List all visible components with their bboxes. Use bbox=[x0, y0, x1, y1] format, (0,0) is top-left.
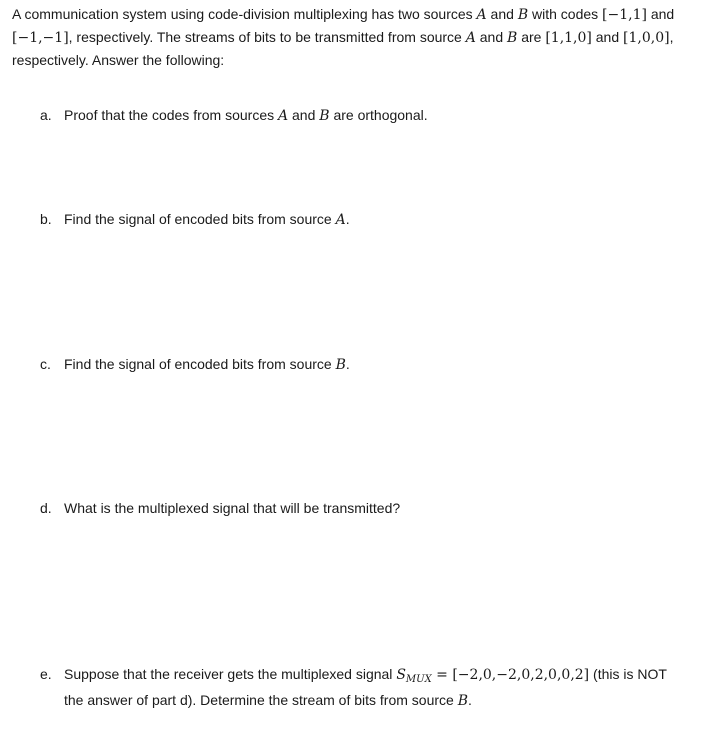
question-c bbox=[40, 354, 680, 375]
question-b-text bbox=[64, 209, 680, 230]
question-c-letter: c. bbox=[40, 356, 51, 372]
question-a-letter: a. bbox=[40, 107, 52, 123]
qc-text-1: Find the signal of encoded bits from source bbox=[64, 356, 336, 372]
qa-text-1: Proof that the codes from sources bbox=[64, 107, 278, 123]
question-d bbox=[40, 498, 680, 518]
qa-text-3: are orthogonal. bbox=[329, 107, 428, 123]
source-b-symbol-2: B bbox=[507, 30, 518, 46]
qe-text-2: (this is NOT the answer of part d). Determine the stream of bits from source bbox=[64, 666, 667, 708]
intro-text-4: and bbox=[646, 6, 675, 22]
source-b-symbol: B bbox=[517, 7, 529, 23]
intro-text-7: are bbox=[517, 29, 546, 45]
bits-a: [1,1,0] bbox=[545, 30, 592, 46]
qe-text-3: . bbox=[468, 692, 472, 708]
code-a: [−1,1] bbox=[602, 7, 647, 23]
intro-text-8: and bbox=[591, 29, 624, 45]
intro-text-5: , respectively. The streams of bits to be transmitted from source bbox=[68, 29, 466, 45]
question-a bbox=[40, 105, 680, 126]
problem-statement bbox=[12, 3, 692, 71]
question-c-text bbox=[64, 354, 680, 375]
qe-text-1: Suppose that the receiver gets the multiplexed signal bbox=[64, 666, 397, 682]
question-a-text bbox=[64, 105, 680, 126]
qa-source-b: B bbox=[319, 108, 330, 124]
qc-text-2: . bbox=[345, 356, 350, 372]
code-b: [−1,−1] bbox=[12, 30, 69, 46]
intro-text-2: and bbox=[486, 6, 518, 22]
source-a-symbol: A bbox=[476, 7, 487, 23]
question-b bbox=[40, 209, 680, 230]
intro-text-3: with codes bbox=[528, 6, 603, 22]
qe-received-signal: [−2,0,−2,0,2,0,0,2] bbox=[452, 667, 590, 683]
intro-text-9: , respectively. Answer the following: bbox=[12, 29, 674, 68]
qe-signal-symbol: S bbox=[396, 667, 406, 683]
bits-b: [1,0,0] bbox=[623, 30, 670, 46]
intro-text-1: A communication system using code-division multiplexing has two sources bbox=[12, 6, 477, 22]
qe-source-b: B bbox=[457, 693, 469, 709]
question-d-letter: d. bbox=[40, 500, 52, 516]
question-b-letter: b. bbox=[40, 211, 52, 227]
qa-source-a: A bbox=[278, 108, 289, 124]
qa-text-2: and bbox=[288, 107, 320, 123]
qb-source-a: A bbox=[335, 212, 346, 228]
qb-text-1: Find the signal of encoded bits from source bbox=[64, 211, 336, 227]
intro-text-6: and bbox=[475, 29, 508, 45]
qb-text-2: . bbox=[345, 211, 350, 227]
question-e-letter: e. bbox=[40, 666, 52, 682]
qe-equals: = bbox=[431, 667, 453, 683]
question-d-text: What is the multiplexed signal that will be transmitted? bbox=[64, 500, 401, 516]
question-e-text bbox=[64, 664, 680, 711]
source-a-symbol-2: A bbox=[465, 30, 476, 46]
qe-signal-subscript: MUX bbox=[405, 674, 432, 685]
qc-source-b: B bbox=[335, 357, 346, 373]
question-e bbox=[40, 664, 680, 711]
